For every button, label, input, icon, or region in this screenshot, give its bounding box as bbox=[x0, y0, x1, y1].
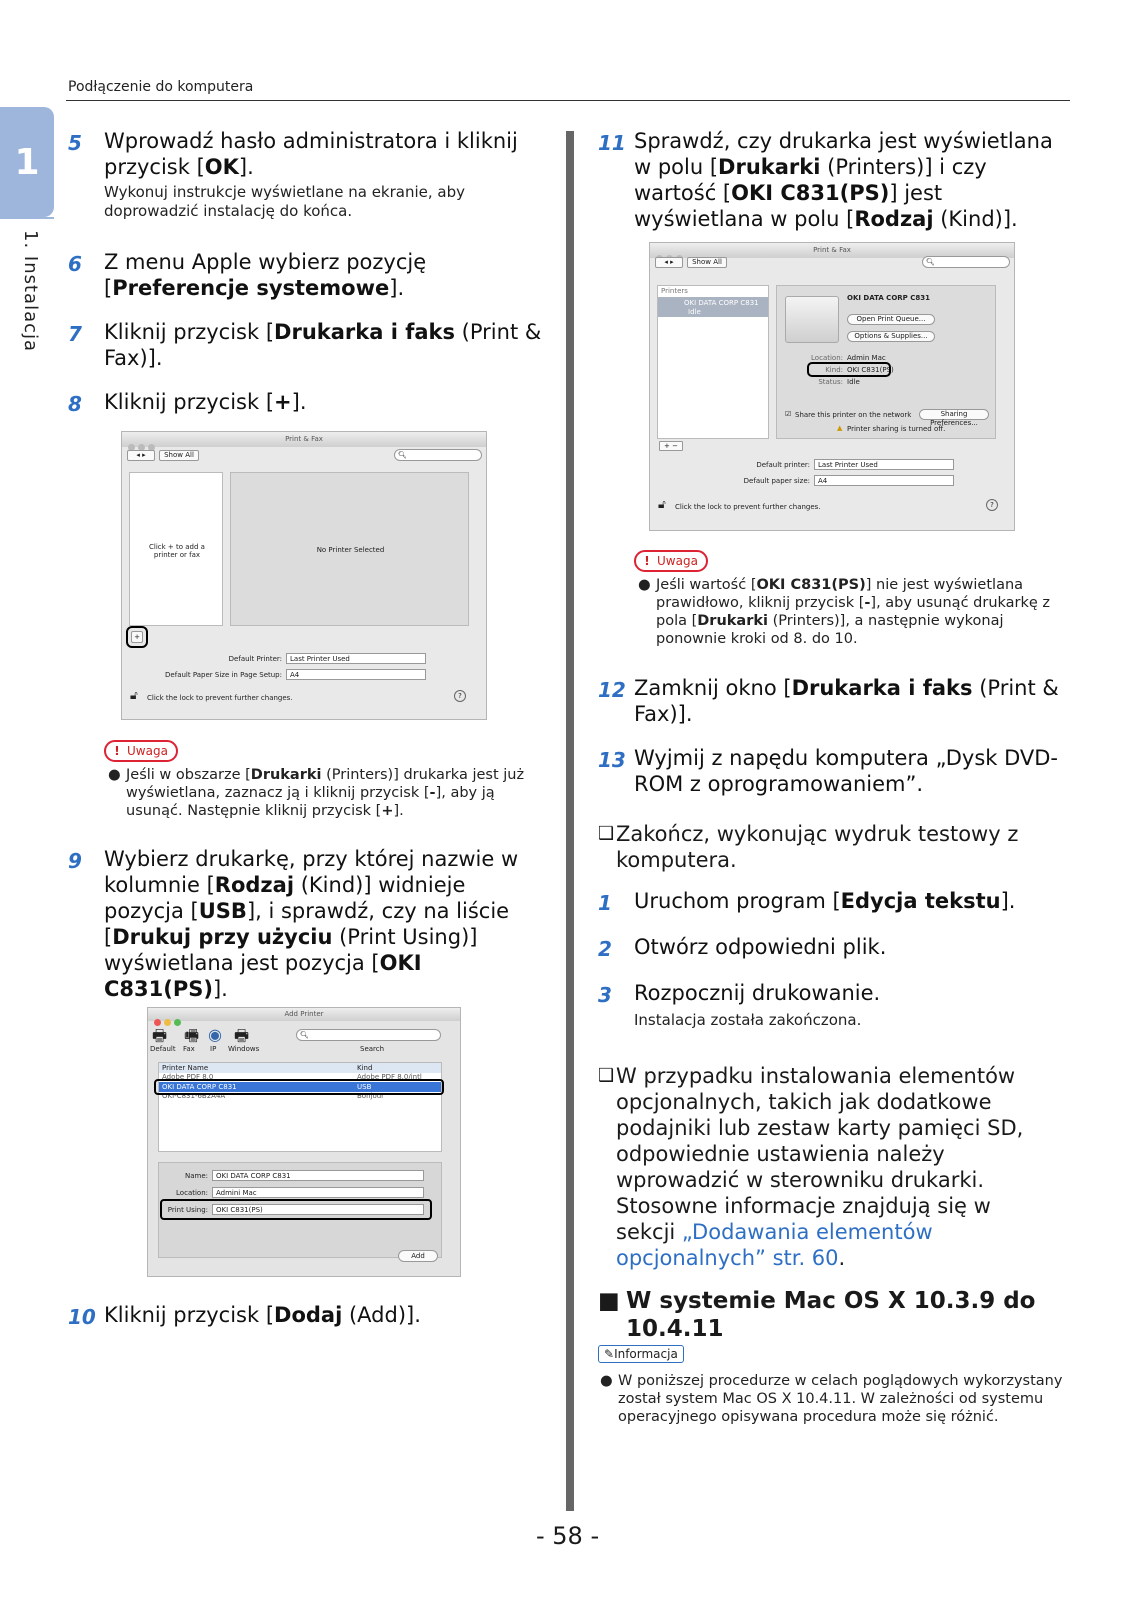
sharing-off-text: Printer sharing is turned off. bbox=[847, 425, 946, 433]
step-text: Uruchom program [Edycja tekstu]. bbox=[634, 889, 1016, 913]
checklist-text: W przypadku instalowania elementów opcjonalnych, takich jak dodatkowe podajniki lub zestaw karty pamięci SD, odpowiednie ustawienia należy wprowadzić w sterowniku drukarki. Stosowne informacje znajdują się w sekcji „Dodawania elementów opcjonalnych” str. 60. bbox=[616, 1064, 1024, 1270]
step-text: Wyjmij z napędu komputera „Dysk DVD-ROM z oprogramowaniem”. bbox=[634, 746, 1059, 796]
highlight-kind bbox=[807, 362, 891, 377]
header-rule bbox=[66, 100, 1070, 101]
checkbox-icon: ❑ bbox=[598, 823, 615, 844]
globe-icon: ◉ bbox=[208, 1025, 222, 1044]
fax-icon: 🖷︎ bbox=[184, 1026, 200, 1045]
running-header: Podłączenie do komputera bbox=[68, 79, 254, 95]
printers-header: Printers bbox=[661, 287, 688, 295]
toolbar-windows: Windows bbox=[228, 1045, 260, 1053]
search-field: 🔍︎ bbox=[922, 256, 1010, 268]
empty-list-text: Click + to add a printer or fax bbox=[149, 543, 205, 559]
chapter-number: 1 bbox=[14, 141, 40, 183]
col-kind: Kind bbox=[357, 1064, 373, 1072]
printer-detail-pane bbox=[776, 285, 996, 439]
step-number: 9 bbox=[68, 849, 82, 873]
toolbar-fax: Fax bbox=[183, 1045, 195, 1053]
step-text: Sprawdź, czy drukarka jest wyświetlana w polu [Drukarki (Printers)] i czy wartość [OKI C831(PS)] jest wyświetlana w polu [Rodzaj (Kind)]. bbox=[634, 129, 1053, 231]
no-printer-text: No Printer Selected bbox=[316, 546, 385, 554]
location-label: Location: bbox=[176, 1189, 208, 1197]
info-text: ● W poniższej procedurze w celach poglądowych wykorzystany został system Mac OS X 10.4.11. W zależności od systemu operacyjnego opisywana procedura może się różnić. bbox=[600, 1373, 1063, 1425]
window-titlebar: Print & Fax bbox=[650, 243, 1014, 258]
default-printer-select: Last Printer Used bbox=[814, 459, 954, 470]
name-field: OKI DATA CORP C831 bbox=[212, 1170, 424, 1181]
lock-text: Click the lock to prevent further changes. bbox=[147, 694, 293, 702]
kind-label: Kind: bbox=[825, 366, 843, 374]
printer-name: OKI DATA CORP C831 bbox=[847, 294, 930, 302]
step-number: 5 bbox=[68, 131, 82, 155]
step-text: Otwórz odpowiedni plik. bbox=[634, 935, 887, 959]
help-icon: ? bbox=[986, 499, 998, 511]
printer-item-selected: OKI DATA CORP C831 Idle bbox=[658, 297, 768, 317]
lock-icon: 🔓︎ bbox=[658, 497, 666, 511]
status-label: Status: bbox=[818, 378, 843, 386]
toolbar-ip: IP bbox=[210, 1045, 217, 1053]
step-text: Kliknij przycisk [Drukarka i faks (Print & Fax)]. bbox=[104, 320, 542, 370]
note-badge: ! Uwaga bbox=[104, 740, 178, 762]
window-titlebar: Print & Fax bbox=[122, 432, 486, 447]
highlight-plus bbox=[126, 626, 148, 648]
step-text: Rozpocznij drukowanie. bbox=[634, 981, 881, 1005]
step-number: 11 bbox=[598, 131, 626, 155]
step-number: 1 bbox=[598, 891, 612, 915]
warning-icon: ▲ bbox=[837, 424, 843, 432]
section-marker: ■ bbox=[598, 1288, 620, 1314]
step-number: 3 bbox=[598, 983, 612, 1007]
step-subtext: Wykonuj instrukcje wyświetlane na ekranie, aby doprowadzić instalację do końca. bbox=[104, 183, 466, 220]
search-field: 🔍︎ bbox=[394, 449, 482, 461]
share-checkbox: ☑ bbox=[785, 410, 792, 418]
col-printer-name: Printer Name bbox=[162, 1064, 209, 1072]
sharing-prefs-button: Sharing Preferences... bbox=[919, 409, 989, 420]
name-label: Name: bbox=[184, 1172, 208, 1180]
open-queue-button: Open Print Queue... bbox=[847, 314, 935, 325]
step-number: 10 bbox=[68, 1305, 96, 1329]
search-label: Search bbox=[360, 1045, 385, 1053]
status-value: Idle bbox=[847, 378, 860, 386]
printer-icon: 🖶︎ bbox=[152, 1026, 168, 1045]
step-number: 7 bbox=[68, 322, 82, 346]
kind-value: OKI C831(PS) bbox=[847, 366, 894, 374]
window-titlebar: Add Printer bbox=[148, 1008, 460, 1021]
location-label: Location: bbox=[811, 354, 843, 362]
location-field: Admini Mac bbox=[212, 1187, 424, 1198]
chapter-tab-line bbox=[0, 217, 54, 219]
printer-detail-pane bbox=[230, 472, 469, 626]
screenshot-print-fax-printer bbox=[649, 242, 1015, 531]
pencil-icon: ✎ bbox=[604, 1347, 615, 1361]
section-title: W systemie Mac OS X 10.3.9 do 10.4.11 bbox=[626, 1288, 1036, 1342]
step-text: Kliknij przycisk [+]. bbox=[104, 390, 307, 414]
highlight-print-using bbox=[160, 1199, 432, 1220]
printer-image bbox=[785, 296, 839, 343]
chapter-label: 1. Instalacja bbox=[20, 230, 41, 353]
location-value: Admin Mac bbox=[847, 354, 886, 362]
search-field: 🔍︎ bbox=[296, 1029, 441, 1041]
step-number: 8 bbox=[68, 392, 82, 416]
step-number: 12 bbox=[598, 678, 626, 702]
default-printer-label: Default Printer: bbox=[228, 655, 282, 663]
paper-size-select: A4 bbox=[286, 669, 426, 680]
screenshot-add-printer bbox=[147, 1007, 461, 1277]
step-number: 13 bbox=[598, 748, 626, 772]
show-all-button: Show All bbox=[159, 450, 199, 461]
screenshot-print-fax-empty bbox=[121, 431, 487, 720]
add-button: Add bbox=[398, 1250, 438, 1262]
chapter-tab bbox=[0, 107, 54, 217]
paper-size-label: Default paper size: bbox=[743, 477, 810, 485]
column-divider bbox=[566, 131, 574, 1511]
step-subtext: Instalacja została zakończona. bbox=[634, 1011, 862, 1029]
add-printer-button: + bbox=[131, 631, 143, 643]
table-row: OKI-C831-6B2A4A Bonjour bbox=[162, 1092, 385, 1100]
default-printer-select: Last Printer Used bbox=[286, 653, 426, 664]
paper-size-label: Default Paper Size in Page Setup: bbox=[165, 671, 282, 679]
table-row: Adobe PDF 8.0 Adobe PDF 8.0/intl bbox=[162, 1073, 422, 1081]
default-printer-label: Default printer: bbox=[756, 461, 810, 469]
lock-text: Click the lock to prevent further changes. bbox=[675, 503, 821, 511]
help-icon: ? bbox=[454, 690, 466, 702]
step-number: 2 bbox=[598, 937, 612, 961]
step-text: Z menu Apple wybierz pozycję [Preferencje systemowe]. bbox=[104, 250, 427, 300]
note-badge: ! Uwaga bbox=[634, 550, 708, 572]
paper-size-select: A4 bbox=[814, 475, 954, 486]
print-using-label: Print Using: bbox=[167, 1206, 208, 1214]
checkbox-icon: ❑ bbox=[598, 1065, 615, 1086]
print-using-select: OKI C831(PS) bbox=[212, 1204, 424, 1215]
table-row-selected: OKI DATA CORP C831 USB bbox=[159, 1082, 441, 1092]
step-text: Wprowadź hasło administratora i kliknij przycisk [OK]. bbox=[104, 129, 518, 179]
show-all-button: Show All bbox=[687, 257, 727, 268]
printer-table bbox=[158, 1062, 442, 1152]
add-remove-buttons: + − bbox=[659, 441, 683, 451]
windows-printer-icon: 🖶︎ bbox=[234, 1026, 250, 1045]
printer-list-pane bbox=[129, 472, 223, 626]
printer-list-pane bbox=[657, 285, 769, 439]
step-text: Wybierz drukarkę, przy której nazwie w kolumnie [Rodzaj (Kind)] widnieje pozycja [USB], i sprawdź, czy na liście [Drukuj przy użyciu (Print Using)] wyświetlana jest pozycja [OKI C831(PS)]. bbox=[104, 847, 519, 1001]
share-text: Share this printer on the network bbox=[795, 411, 912, 419]
checklist-text: Zakończ, wykonując wydruk testowy z komputera. bbox=[616, 822, 1019, 872]
options-supplies-button: Options & Supplies... bbox=[847, 331, 935, 342]
step-text: Zamknij okno [Drukarka i faks (Print & Fax)]. bbox=[634, 676, 1059, 726]
page-number: - 58 - bbox=[536, 1522, 600, 1550]
step-text: Kliknij przycisk [Dodaj (Add)]. bbox=[104, 1303, 421, 1327]
note-text: ● Jeśli wartość [OKI C831(PS)] nie jest wyświetlana prawidłowo, kliknij przycisk [-], aby usunąć drukarkę z pola [Drukarki (Printers)], a następnie wykonaj ponownie kroki od 8. do 10. bbox=[638, 577, 1051, 647]
nav-arrows: ◂ ▸ bbox=[655, 257, 683, 268]
step-number: 6 bbox=[68, 252, 82, 276]
info-badge: ✎Informacja bbox=[598, 1345, 684, 1363]
cross-reference-link[interactable]: „Dodawania elementów opcjonalnych” str. 60 bbox=[616, 1220, 933, 1270]
note-text: ● Jeśli w obszarze [Drukarki (Printers)] drukarka jest już wyświetlana, zaznacz ją i kliknij przycisk [-], aby ją usunąć. Następnie kliknij przycisk [+]. bbox=[108, 767, 525, 819]
nav-arrows: ◂ ▸ bbox=[127, 450, 155, 461]
lock-icon: 🔓︎ bbox=[130, 688, 138, 702]
toolbar-default: Default bbox=[150, 1045, 176, 1053]
highlight-usb-row bbox=[154, 1079, 444, 1095]
